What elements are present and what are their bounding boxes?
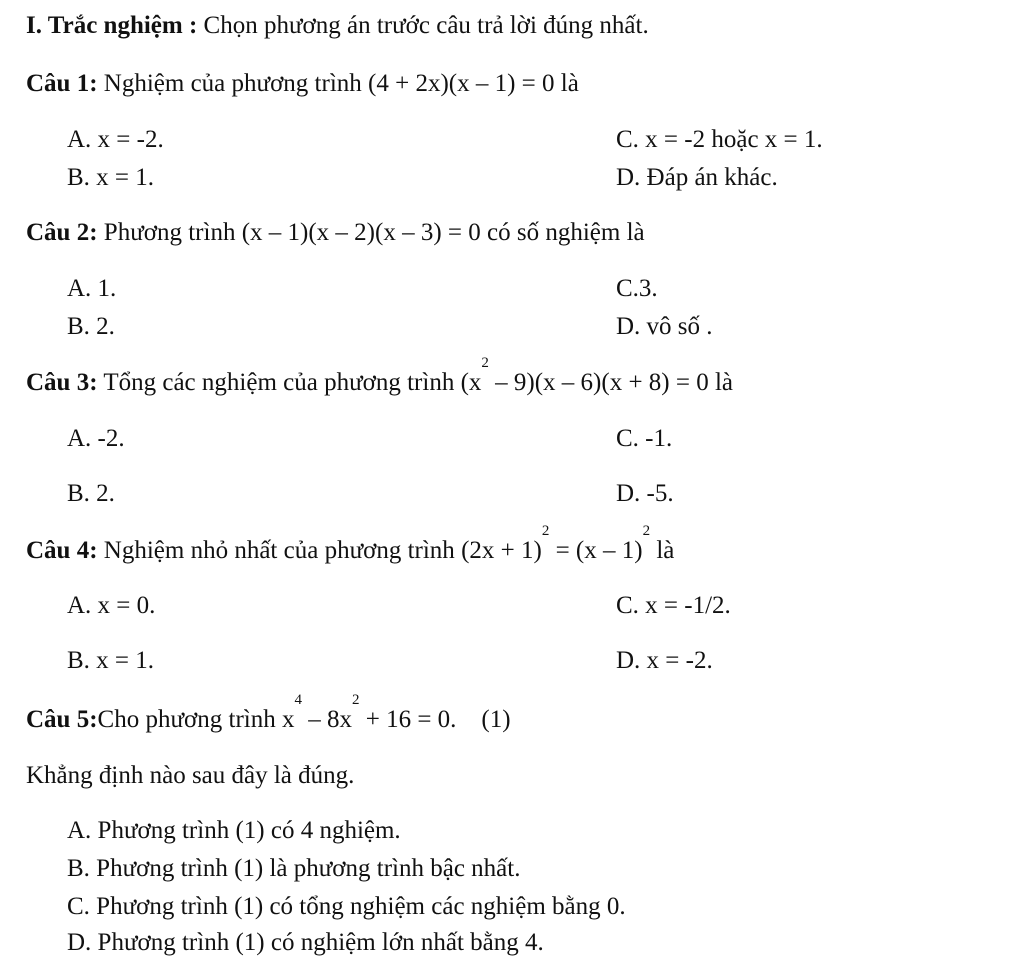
- question-2-equation: (x – 1)(x – 2)(x – 3) = 0: [241, 219, 481, 246]
- q4-option-c[interactable]: C. x = -1/2.: [616, 592, 731, 619]
- q2-option-d[interactable]: D. vô số .: [616, 313, 713, 340]
- q4-option-d[interactable]: D. x = -2.: [616, 647, 713, 674]
- question-1-text: Nghiệm của phương trình: [97, 70, 369, 97]
- question-1-suffix: là: [554, 70, 579, 97]
- question-3-label: Câu 3:: [26, 369, 98, 396]
- question-4: [26, 523, 675, 567]
- q2-option-c[interactable]: C.3.: [616, 275, 658, 302]
- q2-option-a[interactable]: A. 1.: [67, 275, 117, 302]
- question-4-eq-part1: (2x + 1): [461, 537, 542, 564]
- question-4-suffix: là: [650, 537, 675, 564]
- question-5-eq-part2: – 8x: [301, 706, 352, 733]
- q5-option-b[interactable]: B. Phương trình (1) là phương trình bậc nhất.: [67, 855, 521, 882]
- question-4-eq-part2: = (x – 1): [549, 537, 643, 564]
- question-2-suffix: có số nghiệm là: [480, 219, 645, 246]
- question-1-equation: (4 + 2x)(x – 1) = 0: [368, 70, 555, 97]
- question-5: [26, 692, 511, 736]
- question-5-eq-part1: x: [281, 706, 295, 733]
- q1-option-c[interactable]: C. x = -2 hoặc x = 1.: [616, 126, 823, 153]
- question-2-text: Phương trình: [97, 219, 242, 246]
- q3-option-c[interactable]: C. -1.: [616, 425, 673, 452]
- section-label: I. Trắc nghiệm :: [26, 12, 198, 39]
- question-5-label: Câu 5:: [26, 706, 98, 733]
- q4-option-a[interactable]: A. x = 0.: [67, 592, 156, 619]
- question-3-eq-part2: – 9)(x – 6)(x + 8) = 0: [488, 369, 709, 396]
- section-instruction: Chọn phương án trước câu trả lời đúng nhất.: [197, 12, 649, 39]
- question-3: [26, 355, 734, 399]
- q3-option-a[interactable]: A. -2.: [67, 425, 125, 452]
- section-heading: [26, 10, 649, 42]
- question-2: [26, 217, 645, 249]
- question-1-label: Câu 1:: [26, 70, 98, 97]
- question-5-text: Cho phương trình: [97, 706, 282, 733]
- q1-option-a[interactable]: A. x = -2.: [67, 126, 164, 153]
- q5-option-a[interactable]: A. Phương trình (1) có 4 nghiệm.: [67, 817, 401, 844]
- q4-option-b[interactable]: B. x = 1.: [67, 647, 155, 674]
- question-5-exponent-1: 4: [294, 692, 302, 708]
- question-5-tag: (1): [456, 706, 511, 733]
- question-3-suffix: là: [708, 369, 734, 396]
- q2-option-b[interactable]: B. 2.: [67, 313, 115, 340]
- q3-option-b[interactable]: B. 2.: [67, 480, 115, 507]
- question-3-text: Tổng các nghiệm của phương trình: [97, 369, 461, 396]
- question-5-eq-part3: + 16 = 0.: [359, 706, 457, 733]
- question-4-exponent-2: 2: [642, 523, 651, 539]
- q5-option-c[interactable]: C. Phương trình (1) có tổng nghiệm các nghiệm bằng 0.: [67, 893, 626, 920]
- question-2-label: Câu 2:: [26, 219, 98, 246]
- q3-option-d[interactable]: D. -5.: [616, 480, 674, 507]
- q1-option-b[interactable]: B. x = 1.: [67, 164, 155, 191]
- question-4-label: Câu 4:: [26, 537, 98, 564]
- question-1: [26, 68, 579, 100]
- question-5-statement: Khẳng định nào sau đây là đúng.: [26, 762, 355, 789]
- q1-option-d[interactable]: D. Đáp án khác.: [616, 164, 778, 191]
- q5-option-d[interactable]: D. Phương trình (1) có nghiệm lớn nhất bằng 4.: [67, 929, 544, 956]
- question-3-eq-part1: (x: [460, 369, 482, 396]
- question-5-exponent-2: 2: [351, 692, 360, 708]
- question-4-exponent-1: 2: [541, 523, 550, 539]
- question-4-text: Nghiệm nhỏ nhất của phương trình: [97, 537, 462, 564]
- question-3-exponent: 2: [481, 355, 489, 371]
